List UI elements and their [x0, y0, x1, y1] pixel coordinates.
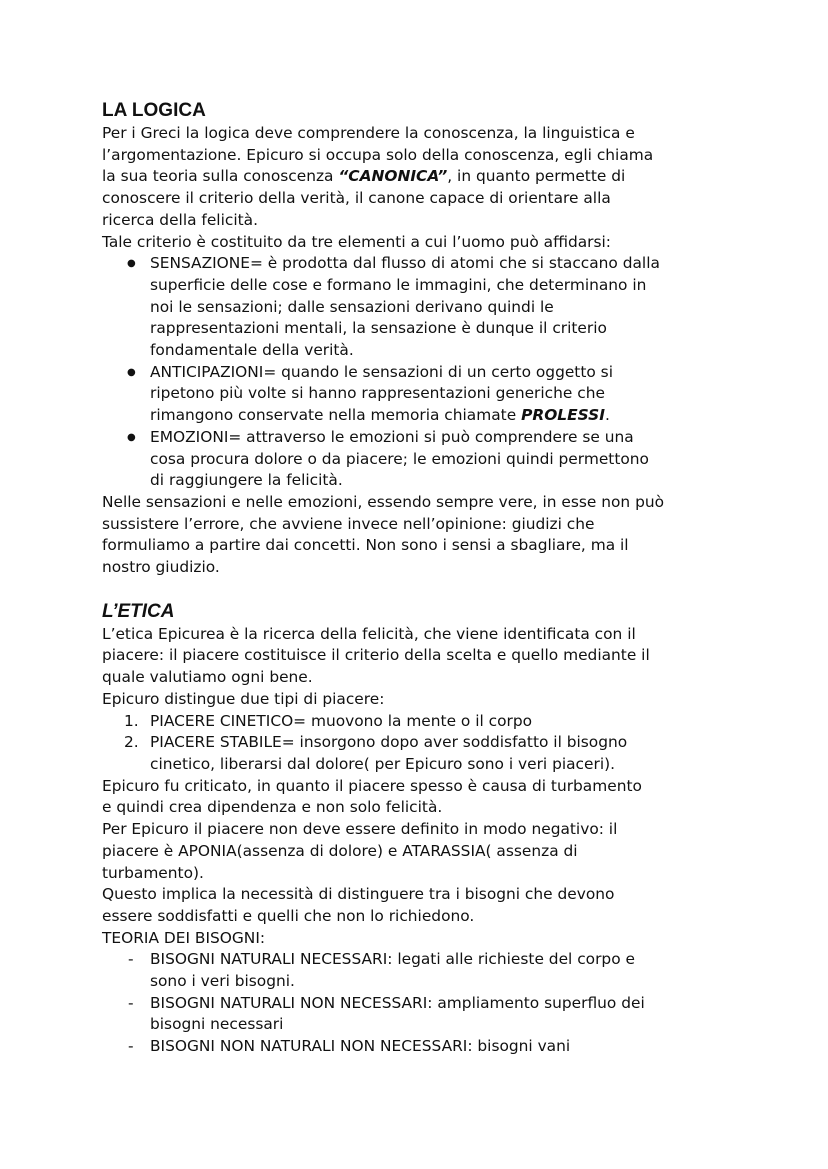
list-item: ● SENSAZIONE= è prodotta dal flusso di atomi che si staccano dalla superficie delle cose e formano le immagini, che determinano in noi le sensazioni; dalle sensazioni derivano quindi le rappresentazioni mentali, la sensazione è dunque il criterio fondamentale della verità.	[127, 254, 660, 360]
list-item: ● ANTICIPAZIONI= quando le sensazioni di un certo oggetto si ripetono più volte si hanno rappresentazioni generiche che rimangono conservate nella memoria chiamate PROLESSI.	[127, 362, 613, 425]
criteria-list	[102, 253, 762, 492]
etica-intro: L’etica Epicurea è la ricerca della felicità, che viene identificata con il piacere: il piacere costituisce il criterio della scelta e quello mediante il quale valutiamo ogni bene. Epicuro distingue due tipi di piacere:	[102, 624, 650, 708]
section-etica	[102, 600, 762, 1058]
list-item: - BISOGNI NON NATURALI NON NECESSARI: bisogni vani	[128, 1037, 571, 1056]
bullet-icon: ●	[127, 366, 136, 378]
section-logica	[102, 99, 762, 579]
document-page	[102, 99, 762, 1058]
logica-intro: Per i Greci la logica deve comprendere la conoscenza, la linguistica e l’argomentazione. Epicuro si occupa solo della conoscenza, egli chiama la sua teoria sulla conoscenza “CANONICA”, in quanto permette di conoscere il criterio della verità, il canone capace di orientare alla ricerca della felicità. Tale criterio è costituito da tre elementi a cui l’uomo può affidarsi:	[102, 124, 654, 251]
list-item: - BISOGNI NATURALI NECESSARI: legati alle richieste del corpo e sono i veri bisogni.	[128, 950, 635, 991]
logica-closing: Nelle sensazioni e nelle emozioni, essendo sempre vere, in esse non può sussistere l’errore, che avviene invece nell’opinione: giudizi che formuliamo a partire dai concetti. Non sono i sensi a sbagliare, ma il nostro giudizio.	[102, 492, 665, 577]
heading-etica: L’ETICA	[102, 600, 175, 622]
list-item: 1. PIACERE CINETICO= muovono la mente o il corpo	[124, 711, 533, 730]
list-item: ● EMOZIONI= attraverso le emozioni si può comprendere se una cosa procura dolore o da piacere; le emozioni quindi permettono di raggiungere la felicità.	[127, 427, 649, 490]
etica-middle: Epicuro fu criticato, in quanto il piacere spesso è causa di turbamento e quindi crea dipendenza e non solo felicità. Per Epicuro il piacere non deve essere definito in modo negativo: il piacere è APONIA(assenza di dolore) e ATARASSIA( assenza di turbamento). Questo implica la necessità di distinguere tra i bisogni che devono essere soddisfatti e quelli che non lo richiedono. TEORIA DEI BISOGNI:	[102, 776, 642, 947]
bullet-icon: ●	[127, 431, 136, 443]
list-item: 2. PIACERE STABILE= insorgono dopo aver soddisfatto il bisogno cinetico, liberarsi dal dolore( per Epicuro sono i veri piaceri).	[124, 733, 628, 773]
prolessi-term: PROLESSI	[521, 406, 605, 425]
heading-logica: LA LOGICA	[102, 100, 206, 121]
pleasure-list	[102, 711, 762, 776]
bullet-icon: ●	[127, 258, 136, 270]
needs-list	[102, 949, 762, 1058]
list-item: - BISOGNI NATURALI NON NECESSARI: ampliamento superfluo dei bisogni necessari	[128, 993, 645, 1034]
canonica-term: “CANONICA”	[338, 167, 448, 186]
